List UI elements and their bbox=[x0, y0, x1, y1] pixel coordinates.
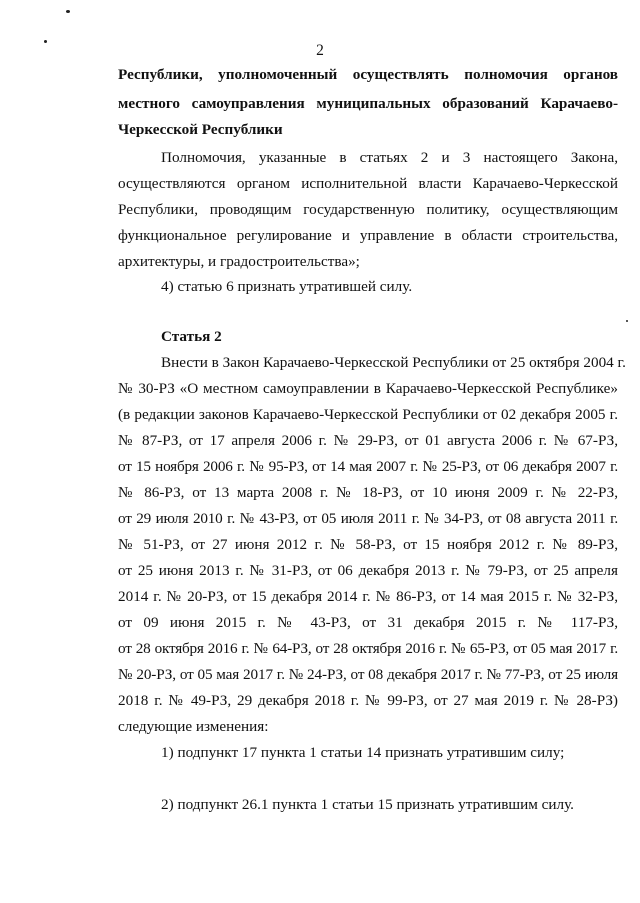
article-title: Статья 2 bbox=[161, 328, 222, 345]
article-line: от 15 ноября 2006 г. № 95-РЗ, от 14 мая 2007 г. № 25-РЗ, от 06 декабря 2007 г. bbox=[118, 458, 618, 475]
article-line: от 28 октября 2016 г. № 64-РЗ, от 28 октября 2016 г. № 65-РЗ, от 05 мая 2017 г. bbox=[118, 640, 618, 657]
paragraph-line: архитектуры, и градостроительства»; bbox=[118, 253, 360, 270]
article-line: № 51-РЗ, от 27 июня 2012 г. № 58-РЗ, от 15 ноября 2012 г. № 89-РЗ, bbox=[118, 536, 618, 553]
heading-line: Республики, уполномоченный осуществлять полномочия органов bbox=[118, 66, 618, 83]
article-line: № 30-РЗ «О местном самоуправлении в Карачаево-Черкесской Республике» bbox=[118, 380, 618, 397]
heading-line: Черкесской Республики bbox=[118, 121, 283, 138]
article-line: от 29 июля 2010 г. № 43-РЗ, от 05 июля 2011 г. № 34-РЗ, от 08 августа 2011 г. bbox=[118, 510, 618, 527]
article-line: 2014 г. № 20-РЗ, от 15 декабря 2014 г. № 86-РЗ, от 14 мая 2015 г. № 32-РЗ, bbox=[118, 588, 618, 605]
article-line: от 25 июня 2013 г. № 31-РЗ, от 06 декабря 2013 г. № 79-РЗ, от 25 апреля bbox=[118, 562, 618, 579]
article-line: № 87-РЗ, от 17 апреля 2006 г. № 29-РЗ, от 01 августа 2006 г. № 67-РЗ, bbox=[118, 432, 618, 449]
article-line: (в редакции законов Карачаево-Черкесской Республики от 02 декабря 2005 г. bbox=[118, 406, 618, 423]
heading-line: местного самоуправления муниципальных образований Карачаево- bbox=[118, 95, 618, 112]
article-line: от 09 июня 2015 г. № 43-РЗ, от 31 декабря 2015 г. № 117-РЗ, bbox=[118, 614, 618, 631]
paragraph-line: Республики, проводящим государственную политику, осуществляющим bbox=[118, 201, 618, 218]
paragraph-line: осуществляются органом исполнительной власти Карачаево-Черкесской bbox=[118, 175, 618, 192]
article-line: № 20-РЗ, от 05 мая 2017 г. № 24-РЗ, от 08 декабря 2017 г. № 77-РЗ, от 25 июля bbox=[118, 666, 618, 683]
article-line: Внести в Закон Карачаево-Черкесской Республики от 25 октября 2004 г. bbox=[161, 354, 626, 371]
subitem-1: 1) подпункт 17 пункта 1 статьи 14 признать утратившим силу; bbox=[161, 744, 565, 761]
article-line: № 86-РЗ, от 13 марта 2008 г. № 18-РЗ, от 10 июня 2009 г. № 22-РЗ, bbox=[118, 484, 618, 501]
article-line: следующие изменения: bbox=[118, 718, 269, 735]
item-4: 4) статью 6 признать утратившей силу. bbox=[161, 278, 413, 295]
scan-speck bbox=[66, 10, 70, 13]
scan-speck bbox=[626, 320, 628, 322]
paragraph-line: Полномочия, указанные в статьях 2 и 3 настоящего Закона, bbox=[161, 149, 618, 166]
article-line: 2018 г. № 49-РЗ, 29 декабря 2018 г. № 99-РЗ, от 27 мая 2019 г. № 28-РЗ) bbox=[118, 692, 618, 709]
subitem-2: 2) подпункт 26.1 пункта 1 статьи 15 признать утратившим силу. bbox=[161, 796, 574, 813]
page-number: 2 bbox=[316, 42, 324, 59]
paragraph-line: функциональное регулирование и управление в области строительства, bbox=[118, 227, 618, 244]
